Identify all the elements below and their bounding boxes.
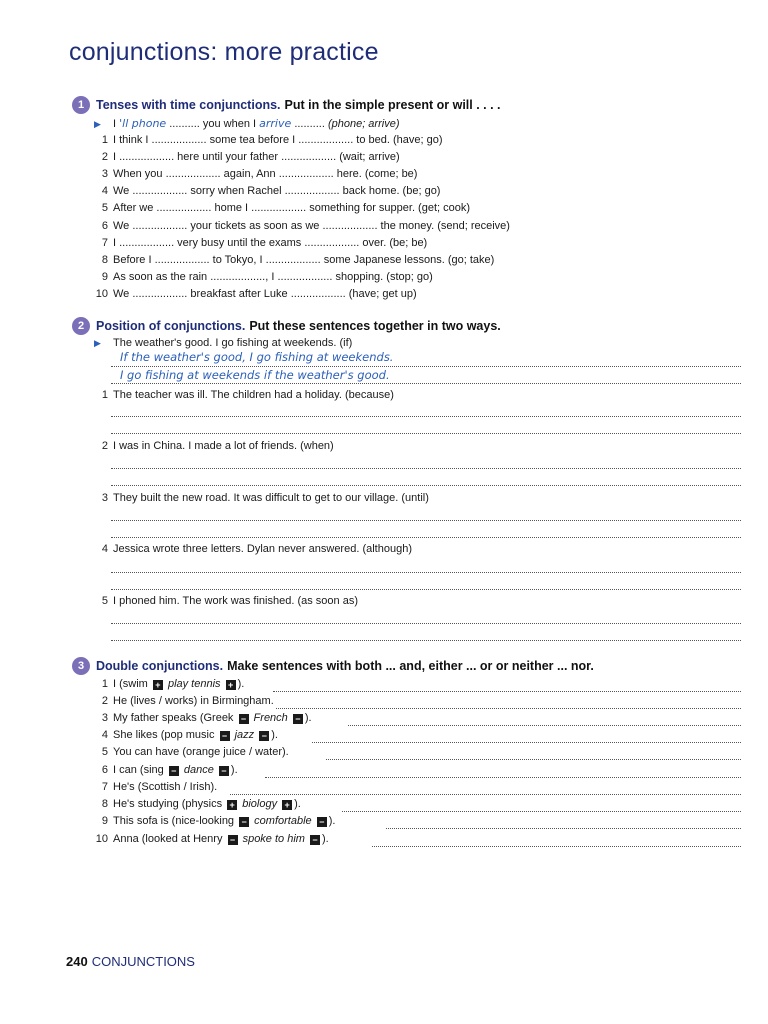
answer-line[interactable] <box>276 696 741 709</box>
exercise-item: 3 My father speaks (Greek − French − ). <box>101 712 312 724</box>
answer-line[interactable] <box>111 415 741 417</box>
section-number-badge: 2 <box>72 317 90 335</box>
page-title: conjunctions: more practice <box>69 38 379 66</box>
section-title: Tenses with time conjunctions. <box>96 98 281 112</box>
exercise-item: 8 Before I .................. to Tokyo, I .................. some Japanese lessons. (go; take) <box>101 254 495 266</box>
section-title: Position of conjunctions. <box>96 319 246 333</box>
answer-line[interactable] <box>111 588 741 590</box>
plus-icon: + <box>282 800 292 810</box>
page-number: 240 <box>66 954 88 969</box>
exercise-item: 2 I was in China. I made a lot of friends. (when) <box>101 440 334 452</box>
minus-icon: − <box>293 714 303 724</box>
exercise-item: 5 You can have (orange juice / water). <box>101 746 289 758</box>
exercise-item: 3 When you .................. again, Ann .................. here. (come; be) <box>101 168 418 180</box>
answer-line[interactable] <box>372 834 741 847</box>
footer-label: CONJUNCTIONS <box>91 954 195 969</box>
exercise-item: 7 He's (Scottish / Irish). <box>101 781 218 793</box>
section-2-header <box>72 316 501 336</box>
example-line: ▶ The weather's good. I go fishing at weekends. (if) <box>87 337 352 353</box>
answer-line[interactable] <box>342 799 741 812</box>
section-instruction: Put in the simple present or will . . . . <box>284 98 501 112</box>
handwritten-answer: 'll phone <box>119 117 167 130</box>
minus-icon: − <box>220 731 230 741</box>
minus-icon: − <box>228 835 238 845</box>
exercise-item: 6 I can (sing − dance − ). <box>101 764 238 776</box>
answer-line <box>111 365 741 367</box>
section-3-header <box>72 656 594 676</box>
answer-line[interactable] <box>326 747 741 760</box>
answer-line[interactable] <box>111 519 741 521</box>
plus-icon: + <box>153 680 163 690</box>
answer-line[interactable] <box>111 639 741 641</box>
page-footer <box>66 954 195 969</box>
exercise-item: 7 I .................. very busy until the exams .................. over. (be; be) <box>101 237 428 249</box>
minus-icon: − <box>239 714 249 724</box>
exercise-item: 1 I think I .................. some tea before I .................. to bed. (have; go) <box>101 134 443 146</box>
example-arrow-icon: ▶ <box>94 338 101 348</box>
answer-line[interactable] <box>386 816 741 829</box>
answer-line[interactable] <box>273 679 741 692</box>
answer-line[interactable] <box>348 713 741 726</box>
minus-icon: − <box>259 731 269 741</box>
answer-line[interactable] <box>111 622 741 624</box>
handwritten-answer: If the weather's good, I go fishing at weekends. <box>120 350 394 364</box>
answer-line[interactable] <box>111 467 741 469</box>
plus-icon: + <box>226 680 236 690</box>
minus-icon: − <box>317 817 327 827</box>
answer-line[interactable] <box>230 782 741 795</box>
exercise-item: 1 I (swim + play tennis + ). <box>101 678 245 690</box>
example-arrow-icon: ▶ <box>94 119 101 129</box>
section-1-header <box>72 95 501 115</box>
exercise-item: 9 As soon as the rain .................., I .................. shopping. (stop; go) <box>101 271 433 283</box>
exercise-item: 6 We .................. your tickets as soon as we .................. the money. (send; receive) <box>101 220 510 232</box>
section-number-badge: 3 <box>72 657 90 675</box>
exercise-item: 10 Anna (looked at Henry − spoke to him − ). <box>95 833 329 845</box>
minus-icon: − <box>169 766 179 776</box>
answer-line[interactable] <box>111 484 741 486</box>
section-instruction: Make sentences with both ... and, either ... or or neither ... nor. <box>227 659 594 673</box>
answer-line[interactable] <box>111 536 741 538</box>
answer-line[interactable] <box>111 571 741 573</box>
exercise-item: 2 He (lives / works) in Birmingham. <box>101 695 274 707</box>
minus-icon: − <box>239 817 249 827</box>
minus-icon: − <box>310 835 320 845</box>
exercise-item: 9 This sofa is (nice-looking − comfortable − ). <box>101 815 336 827</box>
answer-line[interactable] <box>265 765 741 778</box>
exercise-item: 4 She likes (pop music − jazz − ). <box>101 729 278 741</box>
exercise-item: 3 They built the new road. It was difficult to get to our village. (until) <box>101 492 429 504</box>
section-instruction: Put these sentences together in two ways. <box>249 319 501 333</box>
exercise-item: 8 He's studying (physics + biology + ). <box>101 798 301 810</box>
exercise-item: 4 Jessica wrote three letters. Dylan never answered. (although) <box>101 543 412 555</box>
section-title: Double conjunctions. <box>96 659 224 673</box>
exercise-item: 5 After we .................. home I .................. something for supper. (get; cook) <box>101 202 471 214</box>
example-line: ▶ I 'll phone .......... you when I arrive .......... (phone; arrive) <box>87 117 399 133</box>
exercise-item: 1 The teacher was ill. The children had a holiday. (because) <box>101 389 394 401</box>
exercise-item: 10 We .................. breakfast after Luke .................. (have; get up) <box>95 288 417 300</box>
exercise-item: 4 We .................. sorry when Rachel .................. back home. (be; go) <box>101 185 441 197</box>
answer-line[interactable] <box>111 432 741 434</box>
exercise-item: 5 I phoned him. The work was finished. (as soon as) <box>101 595 358 607</box>
answer-line[interactable] <box>312 730 741 743</box>
exercise-item: 2 I .................. here until your father .................. (wait; arrive) <box>101 151 400 163</box>
handwritten-answer: I go fishing at weekends if the weather's good. <box>120 368 390 382</box>
answer-line <box>111 382 741 384</box>
handwritten-answer: arrive <box>259 117 292 130</box>
minus-icon: − <box>219 766 229 776</box>
plus-icon: + <box>227 800 237 810</box>
section-number-badge: 1 <box>72 96 90 114</box>
